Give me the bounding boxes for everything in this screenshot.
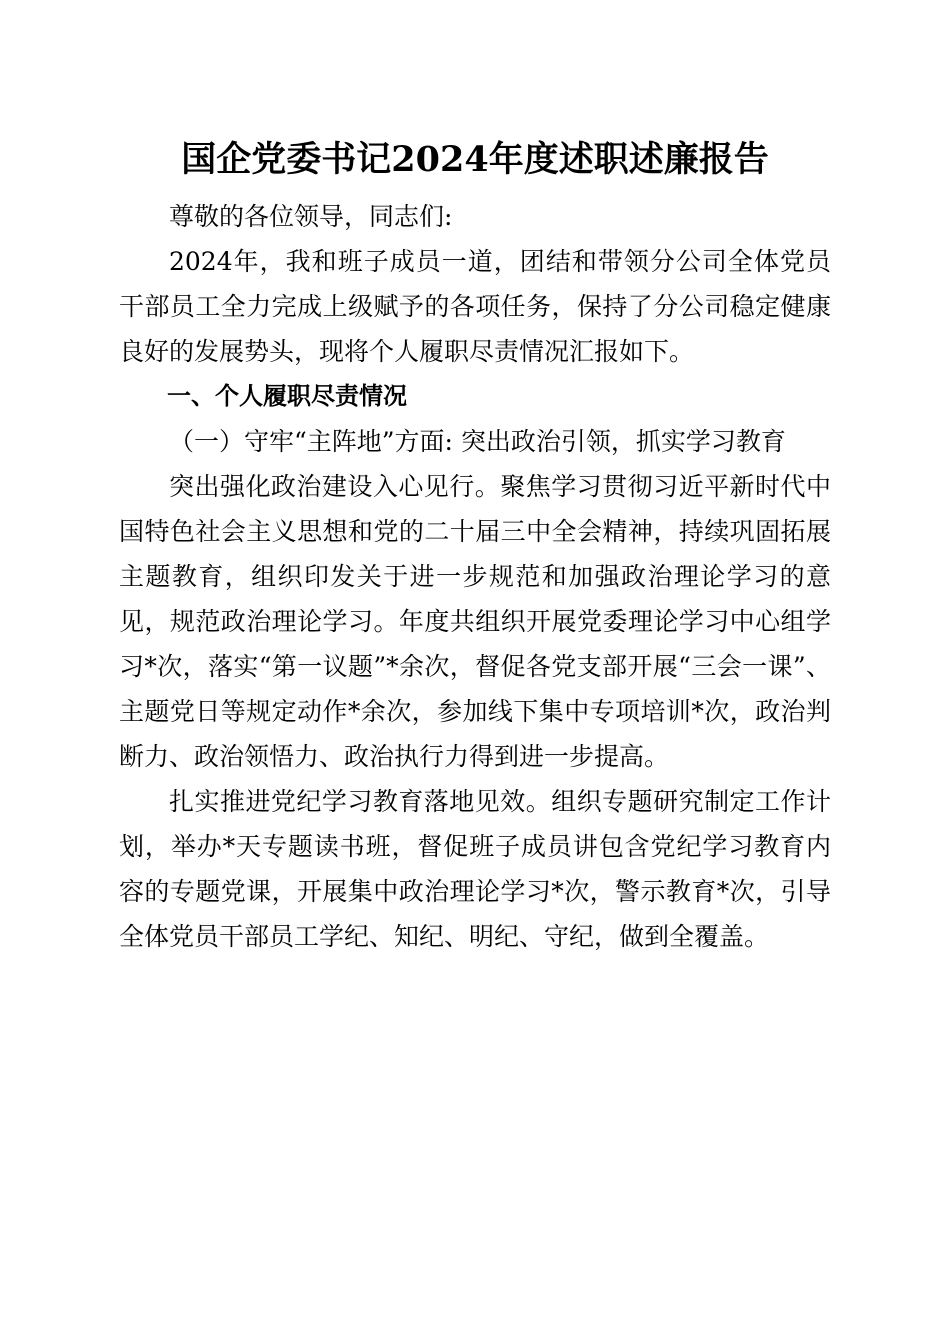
body-paragraph-discipline-education: 扎实推进党纪学习教育落地见效。组织专题研究制定工作计划，举办*天专题读书班，督促班子成员讲包含党纪学习教育内容的专题党课，开展集中政治理论学习*次，警示教育*次，引导全体党员干部员工学纪、知纪、明纪、守纪，做到全覆盖。 xyxy=(119,787,831,951)
document-page xyxy=(119,130,831,959)
document-title: 国企党委书记2024年度述职述廉报告 xyxy=(181,139,769,180)
subsection-heading: （一）守牢“主阵地”方面: 突出政治引领，抓实学习教育 xyxy=(169,427,786,456)
section-heading: 一、个人履职尽责情况 xyxy=(167,382,407,410)
salutation: 尊敬的各位领导，同志们: xyxy=(169,202,453,231)
body-paragraph-political-building: 突出强化政治建设入心见行。聚焦学习贯彻习近平新时代中国特色社会主义思想和党的二十届三中全会精神，持续巩固拓展主题教育，组织印发关于进一步规范和加强政治理论学习的意见，规范政治理论学习。年度共组织开展党委理论学习中心组学习*次，落实“第一议题”*余次，督促各党支部开展“三会一课”、主题党日等规定动作*余次，参加线下集中专项培训*次，政治判断力、政治领悟力、政治执行力得到进一步提高。 xyxy=(119,472,831,771)
intro-paragraph: 2024年，我和班子成员一道，团结和带领分公司全体党员干部员工全力完成上级赋予的各项任务，保持了分公司稳定健康良好的发展势头，现将个人履职尽责情况汇报如下。 xyxy=(119,247,831,366)
